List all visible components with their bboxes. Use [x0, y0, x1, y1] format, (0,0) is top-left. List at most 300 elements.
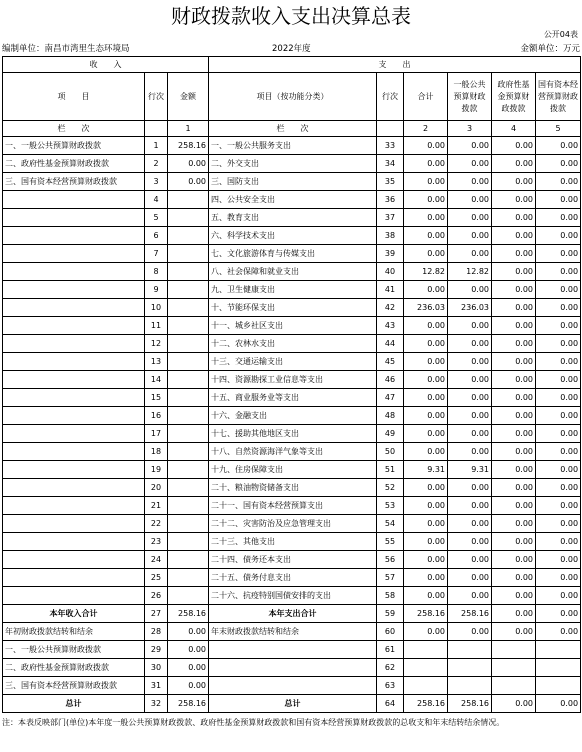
income-amount-cell: 0.00	[168, 623, 209, 641]
general-budget-cell: 0.00	[448, 623, 492, 641]
total-cell: 0.00	[404, 137, 448, 155]
income-amount-cell	[168, 209, 209, 227]
income-row-no-cell: 24	[145, 551, 168, 569]
table-row	[3, 461, 581, 479]
gov-fund-cell: 0.00	[492, 209, 536, 227]
income-amount-cell	[168, 497, 209, 515]
table-row	[3, 659, 581, 677]
gov-fund-cell: 0.00	[492, 191, 536, 209]
state-capital-cell	[536, 677, 581, 695]
income-item-cell	[3, 425, 145, 443]
gov-fund-cell	[492, 641, 536, 659]
income-row-no-cell: 25	[145, 569, 168, 587]
income-item-cell: 总计	[3, 695, 145, 713]
income-item-cell	[3, 191, 145, 209]
general-budget-cell: 0.00	[448, 245, 492, 263]
table-row	[3, 353, 581, 371]
gov-fund-cell: 0.00	[492, 371, 536, 389]
table-row	[3, 677, 581, 695]
income-amount-cell	[168, 479, 209, 497]
total-cell: 0.00	[404, 191, 448, 209]
expense-item-cell	[209, 641, 377, 659]
total-cell: 12.82	[404, 263, 448, 281]
general-budget-cell	[448, 659, 492, 677]
expense-row-no-cell: 47	[377, 389, 404, 407]
state-capital-cell: 0.00	[536, 605, 581, 623]
total-cell: 0.00	[404, 407, 448, 425]
expense-item-cell	[209, 677, 377, 695]
expense-row-no-cell: 41	[377, 281, 404, 299]
state-capital-cell: 0.00	[536, 623, 581, 641]
income-amount-cell	[168, 389, 209, 407]
state-capital-cell: 0.00	[536, 497, 581, 515]
income-item-cell	[3, 353, 145, 371]
expense-row-no-cell: 46	[377, 371, 404, 389]
expense-row-no-cell: 48	[377, 407, 404, 425]
expense-item-cell: 十一、城乡社区支出	[209, 317, 377, 335]
table-row	[3, 389, 581, 407]
gov-fund-cell: 0.00	[492, 137, 536, 155]
general-budget-cell: 0.00	[448, 407, 492, 425]
col-label: 栏 次	[3, 121, 145, 137]
income-row-no-cell: 16	[145, 407, 168, 425]
gov-fund-cell: 0.00	[492, 443, 536, 461]
income-item-cell	[3, 533, 145, 551]
header-row-2	[3, 73, 581, 121]
income-row-no-cell: 13	[145, 353, 168, 371]
expense-item-cell	[209, 659, 377, 677]
expense-item-cell: 八、社会保障和就业支出	[209, 263, 377, 281]
expense-row-no-cell: 53	[377, 497, 404, 515]
gov-fund-cell: 0.00	[492, 605, 536, 623]
total-cell: 0.00	[404, 353, 448, 371]
expense-row-no-cell: 57	[377, 569, 404, 587]
income-row-no-cell: 19	[145, 461, 168, 479]
total-cell: 0.00	[404, 317, 448, 335]
income-amount-cell	[168, 281, 209, 299]
table-row	[3, 317, 581, 335]
expense-row-no-cell: 43	[377, 317, 404, 335]
income-row-no-cell: 10	[145, 299, 168, 317]
table-row	[3, 209, 581, 227]
table-row	[3, 281, 581, 299]
expense-row-no-cell: 34	[377, 155, 404, 173]
report-year: 2022年度	[272, 44, 311, 54]
general-budget-cell: 0.00	[448, 587, 492, 605]
total-cell: 0.00	[404, 623, 448, 641]
gov-fund-cell: 0.00	[492, 227, 536, 245]
table-row	[3, 587, 581, 605]
income-item-cell: 二、政府性基金预算财政拨款	[3, 155, 145, 173]
total-cell: 0.00	[404, 515, 448, 533]
total-cell	[404, 677, 448, 695]
expense-row-no-cell: 51	[377, 461, 404, 479]
state-capital-cell: 0.00	[536, 569, 581, 587]
expense-row-no-cell: 62	[377, 659, 404, 677]
income-row-no-cell: 26	[145, 587, 168, 605]
income-item-cell	[3, 389, 145, 407]
gov-fund-cell: 0.00	[492, 245, 536, 263]
income-row-no-cell: 9	[145, 281, 168, 299]
gov-fund-cell: 0.00	[492, 335, 536, 353]
amount-header: 金额	[168, 73, 209, 121]
table-row	[3, 695, 581, 713]
general-budget-cell: 12.82	[448, 263, 492, 281]
gov-fund-cell: 0.00	[492, 479, 536, 497]
total-cell: 0.00	[404, 245, 448, 263]
state-capital-cell: 0.00	[536, 281, 581, 299]
state-capital-cell: 0.00	[536, 353, 581, 371]
gov-fund-cell: 0.00	[492, 623, 536, 641]
gov-fund-cell: 0.00	[492, 155, 536, 173]
expense-item-cell: 年末财政拨款结转和结余	[209, 623, 377, 641]
income-amount-cell	[168, 227, 209, 245]
total-header: 合计	[404, 73, 448, 121]
expense-row-no-cell: 39	[377, 245, 404, 263]
expense-row-no-cell: 61	[377, 641, 404, 659]
expense-item-cell: 十六、金融支出	[209, 407, 377, 425]
state-capital-cell: 0.00	[536, 227, 581, 245]
header-row-1	[3, 57, 581, 73]
income-header: 收 入	[3, 57, 209, 73]
form-number: 公开04表	[543, 30, 578, 39]
gov-fund-cell: 0.00	[492, 317, 536, 335]
income-item-cell: 二、政府性基金预算财政拨款	[3, 659, 145, 677]
gov-fund-cell	[492, 677, 536, 695]
expense-item-cell: 七、文化旅游体育与传媒支出	[209, 245, 377, 263]
report-meta	[2, 43, 580, 55]
empty-cell	[145, 121, 168, 137]
income-amount-cell	[168, 371, 209, 389]
table-row	[3, 191, 581, 209]
state-capital-cell: 0.00	[536, 389, 581, 407]
expense-row-no-cell: 35	[377, 173, 404, 191]
state-capital-cell: 0.00	[536, 461, 581, 479]
total-cell: 0.00	[404, 479, 448, 497]
expense-item-cell: 二十四、债务还本支出	[209, 551, 377, 569]
expense-item-cell: 二十二、灾害防治及应急管理支出	[209, 515, 377, 533]
table-row	[3, 299, 581, 317]
income-row-no-cell: 17	[145, 425, 168, 443]
general-budget-cell: 236.03	[448, 299, 492, 317]
gov-fund-cell: 0.00	[492, 263, 536, 281]
total-cell: 0.00	[404, 497, 448, 515]
income-row-no-cell: 27	[145, 605, 168, 623]
total-cell: 0.00	[404, 533, 448, 551]
income-item-cell	[3, 227, 145, 245]
row-no-header: 行次	[145, 73, 168, 121]
income-amount-cell	[168, 335, 209, 353]
expense-row-no-cell: 58	[377, 587, 404, 605]
total-cell: 0.00	[404, 569, 448, 587]
general-budget-cell: 0.00	[448, 479, 492, 497]
income-amount-cell	[168, 551, 209, 569]
gov-fund-cell: 0.00	[492, 353, 536, 371]
general-budget-cell: 0.00	[448, 209, 492, 227]
state-capital-cell	[536, 659, 581, 677]
income-item-cell	[3, 479, 145, 497]
general-budget-cell: 0.00	[448, 353, 492, 371]
income-amount-cell	[168, 299, 209, 317]
table-row	[3, 335, 581, 353]
col-2: 2	[404, 121, 448, 137]
state-capital-cell	[536, 641, 581, 659]
expense-row-no-cell: 49	[377, 425, 404, 443]
income-row-no-cell: 6	[145, 227, 168, 245]
income-item-cell	[3, 551, 145, 569]
total-cell: 236.03	[404, 299, 448, 317]
table-row	[3, 155, 581, 173]
general-budget-cell: 0.00	[448, 155, 492, 173]
expense-row-no-cell: 52	[377, 479, 404, 497]
state-capital-cell: 0.00	[536, 515, 581, 533]
gov-fund-cell: 0.00	[492, 551, 536, 569]
income-item-cell	[3, 371, 145, 389]
total-cell: 258.16	[404, 695, 448, 713]
table-row	[3, 227, 581, 245]
expense-row-no-cell: 50	[377, 443, 404, 461]
expense-row-no-cell: 60	[377, 623, 404, 641]
total-cell: 0.00	[404, 281, 448, 299]
income-row-no-cell: 11	[145, 317, 168, 335]
expense-item-cell: 十五、商业服务业等支出	[209, 389, 377, 407]
income-amount-cell	[168, 533, 209, 551]
state-capital-cell: 0.00	[536, 191, 581, 209]
general-budget-cell: 258.16	[448, 695, 492, 713]
total-cell: 0.00	[404, 173, 448, 191]
income-item-cell	[3, 299, 145, 317]
table-row	[3, 515, 581, 533]
expense-item-cell: 二十三、其他支出	[209, 533, 377, 551]
expense-row-no-cell: 54	[377, 515, 404, 533]
income-row-no-cell: 23	[145, 533, 168, 551]
state-capital-cell: 0.00	[536, 443, 581, 461]
income-item-cell	[3, 569, 145, 587]
currency-unit: 金额单位：万元	[520, 44, 580, 54]
table-row	[3, 551, 581, 569]
table-row	[3, 443, 581, 461]
income-row-no-cell: 7	[145, 245, 168, 263]
income-row-no-cell: 32	[145, 695, 168, 713]
income-row-no-cell: 12	[145, 335, 168, 353]
income-item-cell: 三、国有资本经营预算财政拨款	[3, 173, 145, 191]
gov-fund-cell: 0.00	[492, 425, 536, 443]
income-amount-cell	[168, 191, 209, 209]
gov-fund-cell: 0.00	[492, 587, 536, 605]
income-item-cell	[3, 263, 145, 281]
gov-fund-cell: 0.00	[492, 515, 536, 533]
expense-item-cell: 十、节能环保支出	[209, 299, 377, 317]
state-capital-cell: 0.00	[536, 299, 581, 317]
table-row	[3, 497, 581, 515]
expense-row-no-cell: 59	[377, 605, 404, 623]
state-capital-header: 国有资本经营预算财政拨款	[536, 73, 581, 121]
expense-item-cell: 六、科学技术支出	[209, 227, 377, 245]
income-item-cell	[3, 461, 145, 479]
footnote: 注：本表反映部门(单位)本年度一般公共预算财政拨款、政府性基金预算财政拨款和国有资本经营预算财政拨款的总收支和年末结转结余情况。	[2, 718, 505, 727]
general-budget-cell: 0.00	[448, 551, 492, 569]
income-row-no-cell: 14	[145, 371, 168, 389]
table-row	[3, 605, 581, 623]
gov-fund-cell	[492, 659, 536, 677]
income-amount-cell: 258.16	[168, 137, 209, 155]
general-budget-cell: 0.00	[448, 497, 492, 515]
income-amount-cell: 0.00	[168, 641, 209, 659]
income-amount-cell	[168, 569, 209, 587]
income-amount-cell: 0.00	[168, 173, 209, 191]
income-row-no-cell: 28	[145, 623, 168, 641]
state-capital-cell: 0.00	[536, 245, 581, 263]
general-budget-cell: 0.00	[448, 335, 492, 353]
col-3: 3	[448, 121, 492, 137]
expense-item-cell: 二、外交支出	[209, 155, 377, 173]
expense-item-cell: 二十六、抗疫特别国债安排的支出	[209, 587, 377, 605]
general-budget-cell: 0.00	[448, 227, 492, 245]
expense-item-cell: 十三、交通运输支出	[209, 353, 377, 371]
table-row	[3, 479, 581, 497]
income-row-no-cell: 15	[145, 389, 168, 407]
expense-item-cell: 九、卫生健康支出	[209, 281, 377, 299]
total-cell: 0.00	[404, 335, 448, 353]
income-amount-cell	[168, 461, 209, 479]
expense-item-cell: 十二、农林水支出	[209, 335, 377, 353]
expense-item-cell: 三、国防支出	[209, 173, 377, 191]
state-capital-cell: 0.00	[536, 137, 581, 155]
income-amount-cell: 258.16	[168, 695, 209, 713]
general-budget-cell: 0.00	[448, 281, 492, 299]
total-cell: 258.16	[404, 605, 448, 623]
table-row	[3, 263, 581, 281]
total-cell: 0.00	[404, 227, 448, 245]
income-amount-cell: 0.00	[168, 677, 209, 695]
income-row-no-cell: 22	[145, 515, 168, 533]
income-row-no-cell: 4	[145, 191, 168, 209]
income-amount-cell	[168, 353, 209, 371]
income-row-no-cell: 1	[145, 137, 168, 155]
state-capital-cell: 0.00	[536, 551, 581, 569]
total-cell: 0.00	[404, 155, 448, 173]
income-item-cell: 年初财政拨款结转和结余	[3, 623, 145, 641]
income-row-no-cell: 5	[145, 209, 168, 227]
income-item-cell: 一、一般公共预算财政拨款	[3, 641, 145, 659]
col-5: 5	[536, 121, 581, 137]
general-budget-cell: 0.00	[448, 317, 492, 335]
income-amount-cell	[168, 515, 209, 533]
income-item-cell: 本年收入合计	[3, 605, 145, 623]
gov-fund-cell: 0.00	[492, 461, 536, 479]
state-capital-cell: 0.00	[536, 209, 581, 227]
expense-row-no-cell: 40	[377, 263, 404, 281]
income-item-cell	[3, 209, 145, 227]
income-item-cell	[3, 443, 145, 461]
expense-item-cell: 四、公共安全支出	[209, 191, 377, 209]
income-amount-cell	[168, 245, 209, 263]
income-item-cell	[3, 497, 145, 515]
expense-row-no-cell: 55	[377, 533, 404, 551]
expense-row-no-cell: 33	[377, 137, 404, 155]
table-row	[3, 641, 581, 659]
state-capital-cell: 0.00	[536, 263, 581, 281]
general-budget-cell: 0.00	[448, 569, 492, 587]
expense-item-cell: 二十一、国有资本经营预算支出	[209, 497, 377, 515]
header-row-3	[3, 121, 581, 137]
gov-fund-cell: 0.00	[492, 407, 536, 425]
general-budget-cell: 0.00	[448, 191, 492, 209]
income-amount-cell	[168, 587, 209, 605]
table-row	[3, 245, 581, 263]
income-row-no-cell: 8	[145, 263, 168, 281]
total-cell: 0.00	[404, 209, 448, 227]
state-capital-cell: 0.00	[536, 173, 581, 191]
income-item-cell	[3, 317, 145, 335]
empty-cell	[377, 121, 404, 137]
table-row	[3, 569, 581, 587]
total-cell: 9.31	[404, 461, 448, 479]
expense-row-no-cell: 64	[377, 695, 404, 713]
table-row	[3, 407, 581, 425]
income-amount-cell	[168, 263, 209, 281]
gov-fund-cell: 0.00	[492, 695, 536, 713]
income-item-cell: 三、国有资本经营预算财政拨款	[3, 677, 145, 695]
total-cell	[404, 659, 448, 677]
income-row-no-cell: 21	[145, 497, 168, 515]
report-title: 财政拨款收入支出决算总表	[171, 4, 411, 28]
gov-fund-cell: 0.00	[492, 173, 536, 191]
income-amount-cell: 0.00	[168, 155, 209, 173]
expense-item-cell: 十七、援助其他地区支出	[209, 425, 377, 443]
expense-row-no-cell: 56	[377, 551, 404, 569]
income-row-no-cell: 18	[145, 443, 168, 461]
gov-fund-cell: 0.00	[492, 497, 536, 515]
income-item-cell	[3, 587, 145, 605]
general-budget-cell	[448, 677, 492, 695]
total-cell: 0.00	[404, 587, 448, 605]
col-label-2: 栏 次	[209, 121, 377, 137]
expense-item-cell: 五、教育支出	[209, 209, 377, 227]
table-row	[3, 425, 581, 443]
income-row-no-cell: 3	[145, 173, 168, 191]
total-cell: 0.00	[404, 425, 448, 443]
gov-fund-cell: 0.00	[492, 281, 536, 299]
table-row	[3, 533, 581, 551]
total-cell: 0.00	[404, 443, 448, 461]
table-row	[3, 137, 581, 155]
state-capital-cell: 0.00	[536, 335, 581, 353]
income-amount-cell: 258.16	[168, 605, 209, 623]
income-row-no-cell: 2	[145, 155, 168, 173]
expense-row-no-cell: 37	[377, 209, 404, 227]
expense-item-cell: 总计	[209, 695, 377, 713]
state-capital-cell: 0.00	[536, 533, 581, 551]
func-item-header: 项目（按功能分类）	[209, 73, 377, 121]
income-row-no-cell: 29	[145, 641, 168, 659]
col-4: 4	[492, 121, 536, 137]
gov-fund-cell: 0.00	[492, 533, 536, 551]
expense-row-no-cell: 44	[377, 335, 404, 353]
state-capital-cell: 0.00	[536, 371, 581, 389]
total-cell: 0.00	[404, 389, 448, 407]
gov-fund-cell: 0.00	[492, 569, 536, 587]
expense-item-cell: 十四、资源勘探工业信息等支出	[209, 371, 377, 389]
gov-fund-header: 政府性基金预算财政拨款	[492, 73, 536, 121]
state-capital-cell: 0.00	[536, 155, 581, 173]
income-amount-cell: 0.00	[168, 659, 209, 677]
general-budget-cell: 0.00	[448, 137, 492, 155]
gov-fund-cell: 0.00	[492, 299, 536, 317]
gov-fund-cell: 0.00	[492, 389, 536, 407]
income-row-no-cell: 20	[145, 479, 168, 497]
total-cell: 0.00	[404, 371, 448, 389]
